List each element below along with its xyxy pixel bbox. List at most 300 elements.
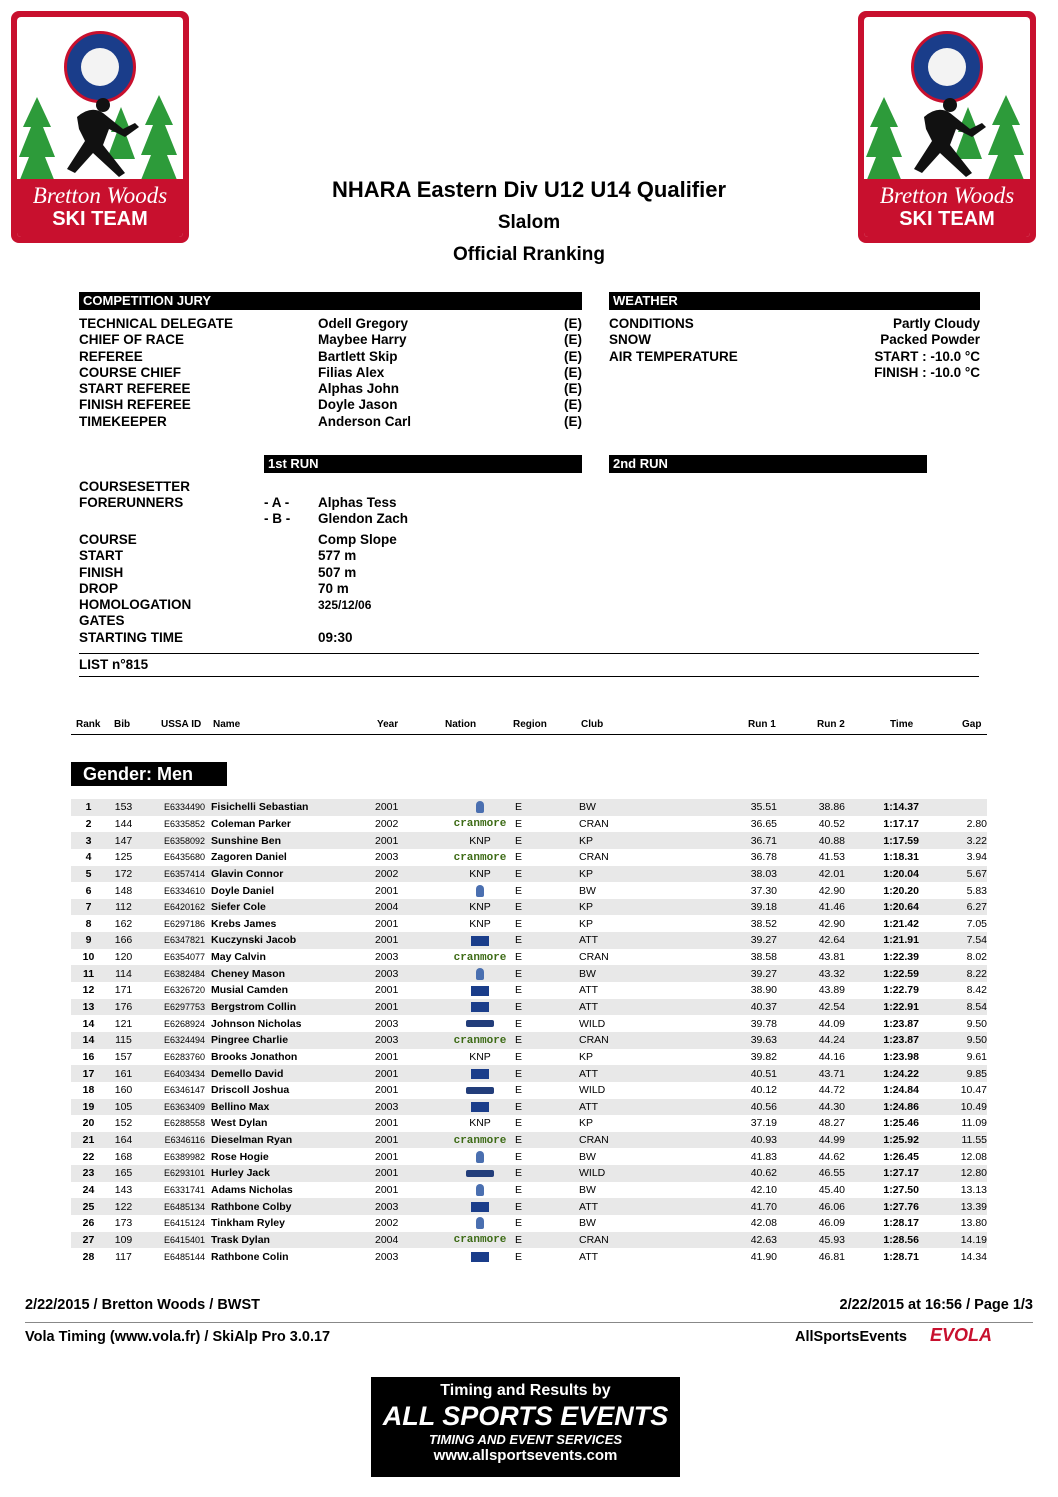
cell-time: 1:26.45 (883, 1150, 919, 1163)
footer-right: 2/22/2015 at 16:56 / Page 1/3 (839, 1297, 1033, 1313)
logo-text-line2: SKI TEAM (899, 208, 995, 230)
cell-name: Glavin Connor (211, 866, 375, 883)
cell-nation (445, 899, 515, 916)
cell-run1: 35.51 (709, 799, 777, 816)
table-row (71, 965, 987, 982)
cell-run1: 42.08 (750, 1217, 777, 1230)
cell-name: Zagoren Daniel (211, 851, 287, 864)
cell-region: E (515, 817, 523, 830)
header-ussa: USSA ID (161, 719, 202, 730)
header-club: Club (581, 719, 604, 730)
table-row (71, 816, 987, 833)
cell-time: 1:25.92 (845, 1132, 919, 1149)
cell-name: Doyle Daniel (211, 884, 275, 897)
divider (79, 653, 979, 654)
table-row (71, 1049, 987, 1066)
cell-club: KP (579, 899, 709, 916)
cell-region: E (515, 1250, 523, 1263)
cell-time: 1:20.04 (845, 866, 919, 883)
cell-gap: 9.50 (919, 1032, 987, 1049)
table-row (71, 915, 987, 932)
logo-text-line1: Bretton Woods (879, 183, 1015, 208)
cell-region: E (515, 1150, 523, 1163)
cell-run2: 42.01 (777, 866, 845, 883)
jury-row (79, 414, 582, 430)
cell-rank: 8 (85, 917, 92, 930)
course-value: 577 m (318, 548, 357, 564)
cell-year: 2002 (375, 1217, 399, 1230)
cell-club: ATT (579, 1065, 709, 1082)
cell-year: 2001 (375, 799, 445, 816)
cell-run2: 41.53 (818, 851, 845, 864)
course-value: 09:30 (318, 629, 353, 645)
table-row (71, 799, 987, 816)
cell-run1: 41.70 (709, 1198, 777, 1215)
cell-run1: 38.90 (750, 984, 777, 997)
cell-rank: 12 (82, 984, 95, 997)
bw-club-logo-icon (476, 885, 484, 897)
cell-time: 1:25.46 (883, 1117, 919, 1130)
cell-nation (445, 999, 515, 1016)
cell-name: May Calvin (211, 951, 266, 964)
cell-gap: 13.39 (919, 1198, 987, 1215)
cell-run1: 39.18 (709, 899, 777, 916)
cell-ussa: E6389982 (163, 1151, 205, 1162)
cell-ussa: E6331741 (163, 1185, 205, 1196)
discipline-title: Slalom (497, 212, 561, 233)
jury-row (79, 316, 582, 332)
cell-time: 1:18.31 (883, 851, 919, 864)
cell-bib: 162 (114, 917, 133, 930)
cell-nation (445, 1015, 515, 1032)
cell-name: Tinkham Ryley (211, 1217, 285, 1230)
cell-bib: 122 (106, 1198, 141, 1215)
cell-ussa: E6382484 (141, 965, 211, 982)
cell-name: Rose Hogie (211, 1150, 269, 1163)
cell-year: 2001 (375, 1084, 399, 1097)
cell-year: 2001 (375, 932, 445, 949)
jury-heading: COMPETITION JURY (79, 292, 582, 310)
cell-region: E (515, 1198, 579, 1215)
cell-time: 1:23.87 (845, 1032, 919, 1049)
cell-run2: 45.40 (818, 1184, 845, 1197)
cell-gap: 12.80 (919, 1165, 987, 1182)
cell-run2: 44.99 (777, 1132, 845, 1149)
cell-region: E (515, 1017, 523, 1030)
course-value: Comp Slope (318, 532, 397, 547)
cell-time: 1:14.37 (845, 799, 919, 816)
course-label: COURSE (79, 532, 137, 547)
cell-nation (445, 1032, 515, 1049)
weather-row (609, 365, 980, 381)
jury-code: (E) (564, 413, 582, 429)
cell-region: E (515, 1065, 579, 1082)
cell-bib: 172 (106, 866, 141, 883)
cell-nation (445, 866, 515, 883)
table-row (71, 1065, 987, 1082)
cell-run2: 44.72 (818, 1084, 845, 1097)
cell-run2: 46.81 (818, 1250, 845, 1263)
wild-club-logo-icon (466, 1170, 494, 1177)
cell-run1: 40.12 (750, 1084, 777, 1097)
jury-row (79, 349, 582, 365)
cranmore-logo-icon: cranmore (453, 1134, 507, 1147)
cell-club: CRAN (579, 1232, 709, 1249)
table-row (71, 1165, 987, 1182)
cell-ussa: E6293101 (141, 1165, 211, 1182)
cell-club: KP (579, 1050, 594, 1063)
cell-club: KP (579, 1117, 594, 1130)
cell-run1: 41.90 (750, 1250, 777, 1263)
cell-rank: 14 (71, 1032, 106, 1049)
cell-ussa: E6335852 (163, 818, 205, 829)
cell-bib: 157 (114, 1050, 133, 1063)
cell-rank: 24 (82, 1184, 95, 1197)
cell-bib: 115 (106, 1032, 141, 1049)
cell-region: E (515, 999, 579, 1016)
cell-time: 1:24.22 (845, 1065, 919, 1082)
cell-nation (445, 982, 515, 999)
cell-nation (445, 1198, 515, 1215)
coursesetter-label: COURSESETTER (79, 479, 191, 494)
bretton-woods-logo-left (11, 11, 189, 243)
cell-run1: 42.10 (750, 1184, 777, 1197)
table-row (71, 1148, 987, 1165)
cell-name: Krebs James (211, 917, 277, 930)
table-row (71, 1215, 987, 1232)
cell-region: E (515, 917, 523, 930)
cell-bib: 173 (114, 1217, 133, 1230)
cell-time: 1:21.42 (883, 917, 919, 930)
cell-time: 1:24.86 (845, 1099, 919, 1116)
cell-run2: 43.32 (777, 965, 845, 982)
course-label: STARTING TIME (79, 629, 183, 645)
cell-bib: 117 (115, 1250, 132, 1263)
cell-name: Trask Dylan (211, 1232, 375, 1249)
cell-ussa: E6358092 (141, 832, 211, 849)
cell-rank: 20 (82, 1117, 95, 1130)
cell-gap: 12.08 (960, 1150, 987, 1163)
wild-club-logo-icon (466, 1020, 494, 1027)
cell-name: Adams Nicholas (211, 1184, 293, 1197)
cell-bib: 147 (106, 832, 141, 849)
cell-club: KP (579, 917, 594, 930)
cell-gap: 2.80 (966, 817, 987, 830)
cell-nation (445, 1165, 515, 1182)
cell-name: Bergstrom Collin (211, 999, 375, 1016)
jury-name: Bartlett Skip (318, 348, 398, 364)
cell-rank: 2 (85, 817, 92, 830)
cell-time: 1:20.64 (845, 899, 919, 916)
jury-name: Anderson Carl (318, 413, 412, 429)
table-row (71, 1015, 987, 1032)
cell-run1: 42.63 (709, 1232, 777, 1249)
bretton-woods-logo-right (858, 11, 1036, 243)
cell-rank: 23 (71, 1165, 106, 1182)
cell-time: 1:22.91 (845, 999, 919, 1016)
table-row (71, 1115, 987, 1132)
cell-region: E (515, 799, 579, 816)
cell-ussa: E6334610 (163, 885, 205, 896)
cell-nation (445, 882, 515, 899)
cell-year: 2001 (375, 1184, 399, 1197)
cell-rank: 17 (71, 1065, 106, 1082)
cell-region: E (515, 1232, 579, 1249)
cell-run2: 44.09 (818, 1017, 845, 1030)
cell-ussa: E6485144 (163, 1251, 205, 1262)
cell-region: E (515, 1099, 579, 1116)
cranmore-logo-icon: cranmore (453, 951, 507, 964)
divider (79, 676, 979, 677)
software-credit: Vola Timing (www.vola.fr) / SkiAlp Pro 3.0.17 (25, 1329, 331, 1345)
cell-time: 1:23.98 (883, 1050, 919, 1063)
cell-run1: 39.63 (709, 1032, 777, 1049)
cell-rank: 1 (71, 799, 106, 816)
nation-text: KNP (469, 901, 491, 914)
bw-club-logo-icon (476, 801, 484, 813)
cell-rank: 28 (82, 1250, 95, 1263)
cell-run1: 40.62 (709, 1165, 777, 1182)
cell-ussa: E6403434 (141, 1065, 211, 1082)
cell-region: E (515, 866, 579, 883)
att-club-logo-icon (471, 1002, 489, 1012)
cell-year: 2003 (375, 1032, 445, 1049)
cell-region: E (515, 1117, 523, 1130)
run2-heading: 2nd RUN (609, 455, 927, 473)
table-row (71, 1099, 987, 1116)
cell-year: 2001 (375, 1050, 399, 1063)
cell-club: CRAN (579, 951, 609, 964)
cell-gap: 13.80 (960, 1217, 987, 1230)
cell-year: 2002 (375, 866, 445, 883)
cell-name: Johnson Nicholas (211, 1017, 302, 1030)
cell-region: E (515, 851, 523, 864)
cell-name: Hurley Jack (211, 1165, 375, 1182)
cell-ussa: E6334490 (141, 799, 211, 816)
cell-run1: 39.27 (709, 932, 777, 949)
header-region: Region (513, 719, 547, 730)
results-table (71, 799, 987, 1265)
cell-ussa: E6415124 (163, 1218, 205, 1229)
cell-nation (445, 915, 515, 932)
cell-run2: 44.16 (818, 1050, 845, 1063)
weather-heading: WEATHER (609, 292, 980, 310)
cell-name: Pingree Charlie (211, 1032, 375, 1049)
jury-name: Maybee Harry (318, 332, 407, 348)
cell-run1: 41.83 (750, 1150, 777, 1163)
jury-role: CHIEF OF RACE (79, 332, 185, 348)
nation-text: KNP (469, 1050, 491, 1063)
cell-club: CRAN (579, 1032, 709, 1049)
cell-name: Driscoll Joshua (211, 1084, 290, 1097)
att-club-logo-icon (471, 1252, 489, 1262)
cell-year: 2001 (375, 884, 399, 897)
cell-bib: 120 (114, 951, 133, 964)
cell-club: BW (579, 884, 596, 897)
cell-region: E (515, 1184, 523, 1197)
table-row (71, 1082, 987, 1099)
jury-role: COURSE CHIEF (79, 364, 182, 380)
cell-gap (919, 799, 987, 816)
table-row (71, 1232, 987, 1249)
cell-nation (445, 1115, 515, 1132)
nation-text: KNP (469, 867, 491, 880)
cell-nation (445, 1132, 515, 1149)
att-club-logo-icon (471, 1069, 489, 1079)
cell-bib: 166 (106, 932, 141, 949)
course-info (79, 532, 582, 646)
course-value: 325/12/06 (318, 598, 372, 613)
cell-ussa: E6485134 (141, 1198, 211, 1215)
jury-role: TIMEKEEPER (79, 413, 167, 429)
cell-run1: 39.82 (750, 1050, 777, 1063)
cell-run2: 44.24 (777, 1032, 845, 1049)
cell-gap: 7.54 (919, 932, 987, 949)
cell-region: E (515, 965, 579, 982)
cell-rank: 21 (71, 1132, 106, 1149)
cell-run2: 40.52 (818, 817, 845, 830)
cell-ussa: E6346147 (163, 1085, 205, 1096)
cell-gap: 3.22 (919, 832, 987, 849)
jury-row (79, 332, 582, 348)
jury-row (79, 365, 582, 381)
cell-name: Cheney Mason (211, 965, 375, 982)
cell-region: E (515, 1084, 523, 1097)
cell-gap: 3.94 (966, 851, 987, 864)
jury-role: START REFEREE (79, 381, 191, 397)
header-time: Time (890, 719, 914, 730)
cell-gap: 11.09 (961, 1117, 987, 1130)
cell-year: 2003 (375, 951, 399, 964)
cell-run2: 41.46 (777, 899, 845, 916)
cell-club: CRAN (579, 851, 609, 864)
cell-run1: 39.78 (750, 1017, 777, 1030)
bw-club-logo-icon (476, 1151, 484, 1163)
cell-run2: 43.81 (818, 951, 845, 964)
cell-club: ATT (579, 999, 709, 1016)
cell-name: Dieselman Ryan (211, 1132, 375, 1149)
cranmore-logo-icon: cranmore (453, 1034, 507, 1047)
cell-ussa: E6347821 (141, 932, 211, 949)
cell-time: 1:28.17 (883, 1217, 919, 1230)
cranmore-logo-icon: cranmore (453, 818, 507, 831)
cell-club: ATT (579, 1198, 709, 1215)
cell-gap: 11.55 (919, 1132, 987, 1149)
table-row (71, 999, 987, 1016)
cell-time: 1:22.39 (883, 951, 919, 964)
header-year: Year (377, 719, 399, 730)
cell-run2: 43.89 (818, 984, 845, 997)
cell-bib: 143 (114, 1184, 133, 1197)
course-row (79, 597, 582, 613)
ase-line4: www.allsportsevents.com (433, 1447, 618, 1464)
jury-name: Doyle Jason (318, 397, 398, 413)
jury-row (79, 397, 582, 413)
table-row (71, 949, 987, 966)
cell-ussa: E6435680 (163, 852, 205, 863)
weather-value: FINISH : -10.0 °C (874, 364, 980, 380)
weather-list (609, 316, 980, 381)
cell-time: 1:27.50 (883, 1184, 919, 1197)
cell-club: KP (579, 866, 709, 883)
cell-gap: 14.34 (960, 1250, 987, 1263)
cell-region: E (515, 984, 523, 997)
forerunner-name: Alphas Tess (318, 495, 397, 510)
cell-ussa: E6297186 (163, 918, 205, 929)
header-run2: Run 2 (817, 719, 845, 730)
run1-heading: 1st RUN (264, 455, 582, 473)
cell-club: ATT (579, 1250, 599, 1263)
forerunner-name: Glendon Zach (318, 511, 409, 526)
cell-ussa: E6363409 (141, 1099, 211, 1116)
cell-name: Siefer Cole (211, 899, 375, 916)
cell-rank: 11 (71, 965, 106, 982)
cell-rank: 16 (82, 1050, 95, 1063)
cell-ussa: E6288558 (163, 1118, 205, 1129)
cell-rank: 25 (71, 1198, 106, 1215)
cell-year: 2003 (375, 1017, 399, 1030)
att-club-logo-icon (471, 1202, 489, 1212)
cell-gap: 9.50 (966, 1017, 987, 1030)
cell-year: 2001 (375, 1117, 399, 1130)
course-label: HOMOLOGATION (79, 597, 192, 613)
cell-bib: 121 (114, 1017, 133, 1030)
cell-rank: 19 (71, 1099, 106, 1116)
cell-bib: 165 (106, 1165, 141, 1182)
cell-run2: 38.86 (777, 799, 845, 816)
cell-region: E (515, 932, 579, 949)
cell-ussa: E6357414 (141, 866, 211, 883)
cell-name: Rathbone Colby (211, 1198, 375, 1215)
cell-gap: 5.83 (966, 884, 987, 897)
cell-club: CRAN (579, 817, 609, 830)
cell-club: ATT (579, 984, 599, 997)
cell-gap: 13.13 (960, 1184, 987, 1197)
header-bib: Bib (114, 719, 131, 730)
jury-code: (E) (564, 397, 582, 413)
cell-club: BW (579, 799, 709, 816)
cell-name: Rathbone Colin (211, 1250, 289, 1263)
att-club-logo-icon (471, 936, 489, 946)
cell-name: Sunshine Ben (211, 832, 375, 849)
cell-time: 1:21.91 (845, 932, 919, 949)
cell-bib: 112 (106, 899, 141, 916)
cell-region: E (515, 832, 579, 849)
cell-year: 2003 (375, 1099, 445, 1116)
cell-gap: 8.42 (966, 984, 987, 997)
table-row (71, 832, 987, 849)
cell-run2: 42.90 (818, 917, 845, 930)
cell-year: 2001 (375, 917, 399, 930)
cell-run1: 40.37 (709, 999, 777, 1016)
forerunners-label: FORERUNNERS (79, 495, 184, 510)
forerunner-tag: - B - (264, 511, 291, 526)
cell-bib: 160 (114, 1084, 133, 1097)
cell-club: KP (579, 832, 709, 849)
jury-role: FINISH REFEREE (79, 397, 191, 413)
table-row (71, 1182, 987, 1199)
cell-run2: 44.62 (818, 1150, 845, 1163)
jury-name: Filias Alex (318, 364, 385, 380)
cell-rank: 18 (82, 1084, 95, 1097)
course-row (79, 532, 582, 548)
cell-nation (445, 1232, 515, 1249)
bw-club-logo-icon (476, 1184, 484, 1196)
course-label: START (79, 548, 123, 564)
cell-region: E (515, 884, 523, 897)
course-row (79, 630, 582, 646)
ase-line1: Timing and Results by (440, 1382, 611, 1399)
